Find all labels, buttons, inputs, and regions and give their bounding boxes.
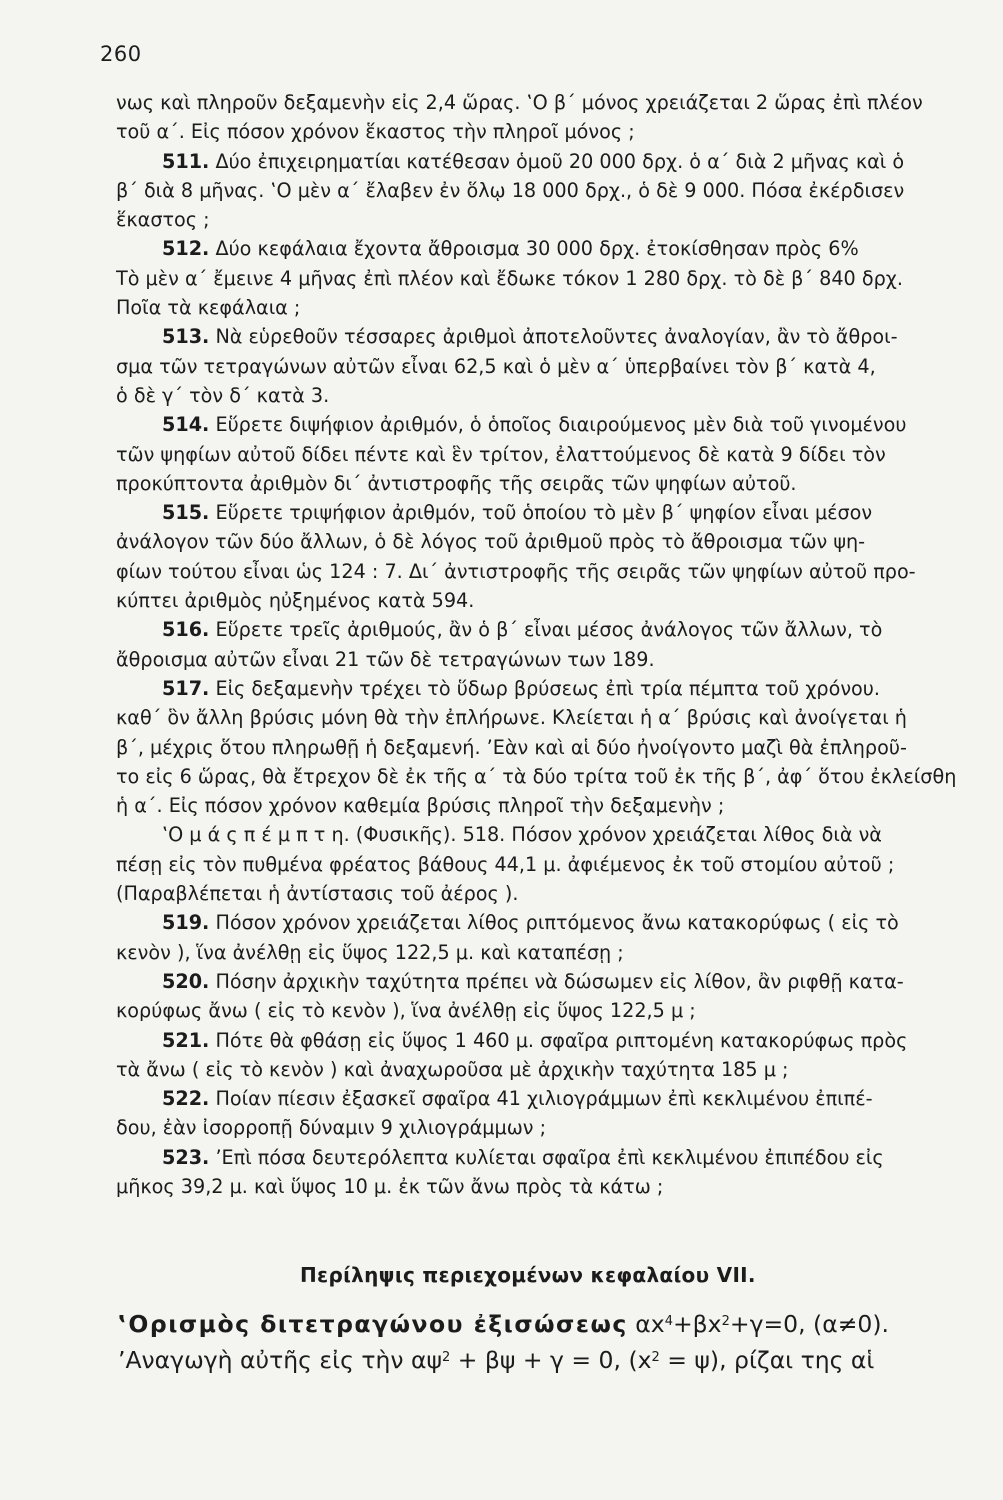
text-line [116, 850, 966, 879]
line-text: β΄ διὰ 8 μῆνας. ‛Ο μὲν α΄ ἔλαβεν ἐν ὅλῳ 18 000 δρχ., ὁ δὲ 9 000. Πόσα ἐκέρδισεν [116, 178, 905, 202]
line-text: τοῦ α΄. Εἰς πόσον χρόνον ἕκαστος τὴν πληροῖ μόνος ; [116, 120, 635, 144]
text-line [116, 440, 966, 469]
line-text: το εἰς 6 ὥρας, θὰ ἔτρεχον δὲ ἐκ τῆς α΄ τὰ δύο τρίτα τοῦ ἐκ τῆς β΄, ἀφ΄ ὅτου ἐκλείσθη [116, 764, 957, 788]
line-text: Πόσην ἀρχικὴν ταχύτητα πρέπει νὰ δώσωμεν εἰς λίθον, ἂν ριφθῇ κατα- [209, 969, 904, 993]
text-line [116, 88, 966, 117]
line-text: ἀνάλογον τῶν δύο ἄλλων, ὁ δὲ λόγος τοῦ ἀριθμοῦ πρὸς τὸ ἄθροισμα τῶν ψη- [116, 530, 866, 554]
line-text: τῶν ψηφίων αὐτοῦ δίδει πέντε καὶ ἓν τρίτον, ἐλαττούμενος δὲ κατὰ 9 δίδει τὸν [116, 442, 886, 466]
exercise-number: 519. [162, 911, 210, 935]
line-text: ὁ δὲ γ΄ τὸν δ΄ κατὰ 3. [116, 383, 330, 407]
line-text: Εὕρετε τριψήφιον ἀριθμόν, τοῦ ὁποίου τὸ μὲν β΄ ψηφίον εἶναι μέσον [209, 501, 873, 525]
text-line [116, 1084, 966, 1113]
text-line [116, 498, 966, 527]
line-text: ἄθροισμα αὐτῶν εἶναι 21 τῶν δὲ τετραγώνων των 189. [116, 647, 655, 671]
chapter-summary-heading: Περίληψις περιεχομένων κεφαλαίου VII. [300, 1263, 756, 1287]
text-line [116, 791, 966, 820]
line-text: κορύφως ἄνω ( εἰς τὸ κενὸν ), ἵνα ἀνέλθῃ εἰς ὕψος 122,5 μ ; [116, 999, 696, 1023]
text-line [116, 762, 966, 791]
line-text: νως καὶ πληροῦν δεξαμενὴν εἰς 2,4 ὥρας. ‛Ο β΄ μόνος χρειάζεται 2 ὥρας ἐπὶ πλέον [116, 91, 923, 114]
line-text: φίων τούτου εἶναι ὡς 124 : 7. Δι΄ ἀντιστροφῆς τῆς σειρᾶς τῶν ψηφίων αὐτοῦ προ- [116, 559, 916, 583]
line-text: Εὕρετε διψήφιον ἀριθμόν, ὁ ὁποῖος διαιρούμενος μὲν διὰ τοῦ γινομένου [209, 413, 907, 437]
text-line [116, 820, 966, 849]
exercise-number: 516. [162, 618, 210, 642]
text-line [116, 586, 966, 615]
text-line [116, 322, 966, 351]
chapter-summary [118, 1306, 978, 1378]
summary-definition-title: ‛Ορισμὸς διτετραγώνου ἐξισώσεως [118, 1310, 628, 1338]
text-line [116, 1172, 966, 1201]
text-line [116, 293, 966, 322]
line-text: μῆκος 39,2 μ. καὶ ὕψος 10 μ. ἐκ τῶν ἄνω πρὸς τὰ κάτω ; [116, 1174, 664, 1198]
line-text: ἡ α΄. Εἰς πόσον χρόνον καθεμία βρύσις πληροῖ τὴν δεξαμενὴν ; [116, 794, 725, 818]
exercise-number: 523. [162, 1145, 210, 1169]
text-line [116, 908, 966, 937]
page-number: 260 [100, 42, 142, 66]
text-line [116, 234, 966, 263]
text-line [116, 938, 966, 967]
exercise-number: 514. [162, 413, 210, 437]
line-text: ’Επὶ πόσα δευτερόλεπτα κυλίεται σφαῖρα ἐπὶ κεκλιμένου ἐπιπέδου εἰς [209, 1145, 884, 1169]
exercise-number: 512. [162, 237, 210, 261]
text-line [116, 674, 966, 703]
text-line [116, 996, 966, 1025]
text-line [116, 703, 966, 732]
line-text: Δύο ἐπιχειρηματίαι κατέθεσαν ὁμοῦ 20 000 δρχ. ὁ α΄ διὰ 2 μῆνας καὶ ὁ [209, 149, 905, 173]
text-line [116, 264, 966, 293]
text-line [116, 1113, 966, 1142]
text-line [116, 410, 966, 439]
line-text: σμα τῶν τετραγώνων αὐτῶν εἶναι 62,5 καὶ ὁ μὲν α΄ ὑπερβαίνει τὸν β΄ κατὰ 4, [116, 354, 876, 378]
line-text: τὰ ἄνω ( εἰς τὸ κενὸν ) καὶ ἀναχωροῦσα μὲ ἀρχικὴν ταχύτητα 185 μ ; [116, 1057, 789, 1081]
line-text: ἕκαστος ; [116, 208, 210, 232]
text-line [116, 352, 966, 381]
line-text: β΄, μέχρις ὅτου πληρωθῇ ἡ δεξαμενή. ’Εὰν καὶ αἱ δύο ἠνοίγοντο μαζὶ θὰ ἐπληροῦ- [116, 735, 907, 759]
line-text: Εἰς δεξαμενὴν τρέχει τὸ ὕδωρ βρύσεως ἐπὶ τρία πέμπτα τοῦ χρόνου. [209, 676, 880, 700]
exercise-number: 511. [162, 149, 210, 173]
summary-definition-line [118, 1306, 978, 1342]
line-text: δου, ἐὰν ἰσορροπῇ δύναμιν 9 χιλιογράμμων ; [116, 1116, 547, 1140]
text-line [116, 967, 966, 996]
line-text: Εὕρετε τρεῖς ἀριθμούς, ἂν ὁ β΄ εἶναι μέσος ἀνάλογος τῶν ἄλλων, τὸ [209, 618, 883, 642]
line-text: καθ΄ ὃν ἄλλη βρύσις μόνη θὰ τὴν ἐπλήρωνε. Κλείεται ἡ α΄ βρύσις καὶ ἀνοίγεται ἡ [116, 706, 907, 730]
text-line [116, 615, 966, 644]
line-text: Νὰ εὑρεθοῦν τέσσαρες ἀριθμοὶ ἀποτελοῦντες ἀναλογίαν, ἂν τὸ ἄθροι- [209, 325, 898, 349]
summary-reduction-line: ’Αναγωγὴ αὐτῆς εἰς τὴν $\alpha\psi^2 + \beta\psi + \gamma = 0$, $(x^2 = \psi)$, ρίζαι της αἱ [118, 1346, 875, 1374]
text-line [116, 381, 966, 410]
text-line [116, 176, 966, 205]
summary-equation: $\alpha x^4+\beta x^2+\gamma=0$, (α≠0). [635, 1310, 889, 1338]
line-text: Πότε θὰ φθάσῃ εἰς ὕψος 1 460 μ. σφαῖρα ριπτομένη κατακορύφως πρὸς [209, 1028, 908, 1052]
line-text: κύπτει ἀριθμὸς ηὐξημένος κατὰ 594. [116, 589, 475, 613]
exercise-number: 522. [162, 1087, 210, 1111]
line-text: ‛Ο μ ά ς π έ μ π τ η. (Φυσικῆς). 518. Πόσον χρόνον χρειάζεται λίθος διὰ νὰ [162, 823, 882, 847]
text-line [116, 1026, 966, 1055]
exercise-number: 513. [162, 325, 210, 349]
line-text: Ποίαν πίεσιν ἐξασκεῖ σφαῖρα 41 χιλιογράμμων ἐπὶ κεκλιμένου ἐπιπέ- [209, 1087, 873, 1111]
exercise-number: 515. [162, 501, 210, 525]
line-text: προκύπτοντα ἀριθμὸν δι΄ ἀντιστροφῆς τῆς σειρᾶς τῶν ψηφίων αὐτοῦ. [116, 471, 797, 495]
exercise-text [116, 88, 966, 1201]
text-line [116, 469, 966, 498]
exercise-number: 517. [162, 676, 210, 700]
text-line [116, 1143, 966, 1172]
text-line [116, 117, 966, 146]
text-line [116, 205, 966, 234]
line-text: Πόσον χρόνον χρειάζεται λίθος ριπτόμενος ἄνω κατακορύφως ( εἰς τὸ [209, 911, 899, 935]
line-text: Τὸ μὲν α΄ ἔμεινε 4 μῆνας ἐπὶ πλέον καὶ ἔδωκε τόκον 1 280 δρχ. τὸ δὲ β΄ 840 δρχ. [116, 266, 903, 290]
exercise-number: 520. [162, 969, 210, 993]
line-text: Δύο κεφάλαια ἔχοντα ἄθροισμα 30 000 δρχ. ἐτοκίσθησαν πρὸς 6% [209, 237, 859, 261]
text-line [116, 879, 966, 908]
line-text: Ποῖα τὰ κεφάλαια ; [116, 296, 301, 320]
text-line [116, 645, 966, 674]
line-text: πέσῃ εἰς τὸν πυθμένα φρέατος βάθους 44,1 μ. ἀφιέμενος ἐκ τοῦ στομίου αὐτοῦ ; [116, 852, 895, 876]
text-line [116, 557, 966, 586]
line-text: κενὸν ), ἵνα ἀνέλθῃ εἰς ὕψος 122,5 μ. καὶ καταπέσῃ ; [116, 940, 624, 964]
text-line [116, 527, 966, 556]
line-text: (Παραβλέπεται ἡ ἀντίστασις τοῦ ἀέρος ). [116, 882, 519, 906]
text-line [116, 733, 966, 762]
text-line [116, 147, 966, 176]
text-line [116, 1055, 966, 1084]
exercise-number: 521. [162, 1028, 210, 1052]
